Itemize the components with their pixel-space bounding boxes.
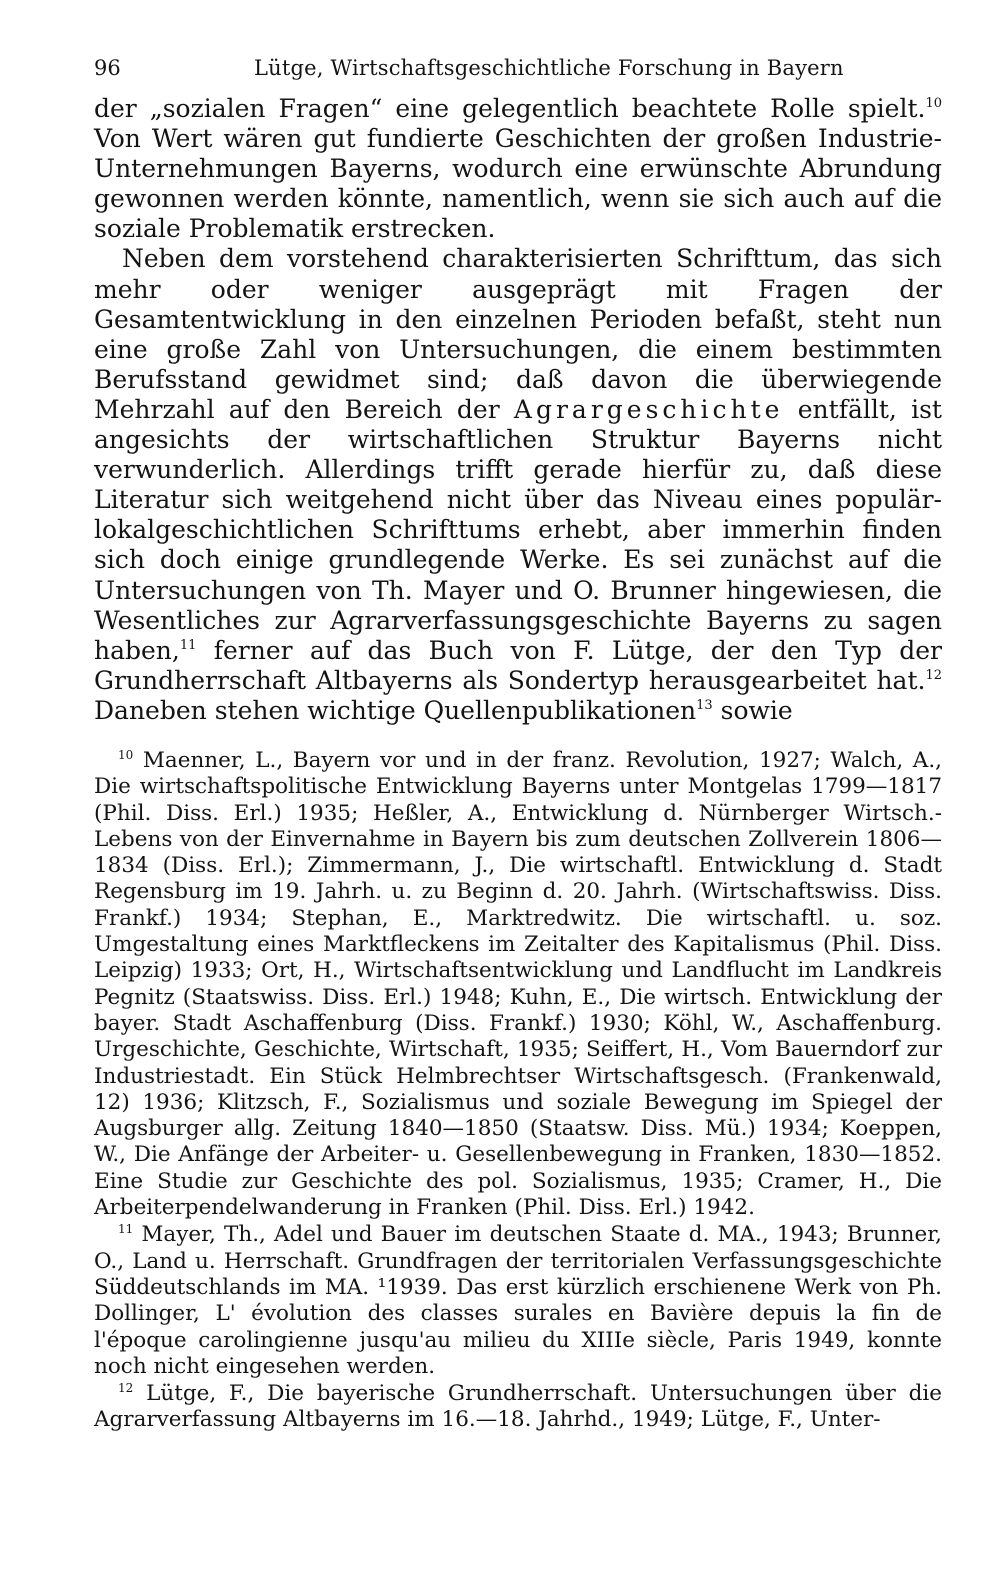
footnote-mark: 10	[118, 747, 134, 762]
paragraph	[94, 244, 942, 726]
text-run: sowie	[712, 695, 793, 725]
text-run: ferner auf das Buch von F. Lütge, der den Typ der Grundherrschaft Altbayerns als Sondertyp herausgearbeitet hat.	[94, 635, 942, 695]
text-run: Von Wert wären gut fundierte Geschichten der großen Industrie-Unternehmungen Bayerns, wodurch eine erwünschte Abrundung gewonnen werden könnte, namentlich, wenn sie sich auch auf die soziale Problematik erstrecken.	[94, 124, 942, 244]
emphasis-term: Agrargeschichte	[513, 394, 784, 424]
footnote-ref: 13	[696, 697, 713, 713]
text-run: Neben dem vorstehend charakterisierten Schrifttum, das sich mehr oder weniger ausgeprägt mit Fragen der Gesamtentwicklung in den einzelnen Perioden befaßt, steht nun eine große Zahl von Untersuchungen, die einem bestimmten Berufsstand gewidmet sind; daß davon die überwiegende Mehrzahl auf den Bereich der	[94, 244, 942, 424]
book-page	[94, 56, 942, 1434]
footnote-text: Maenner, L., Bayern vor und in der franz. Revolution, 1927; Walch, A., Die wirtschaftspolitische Entwicklung Bayerns unter Montgelas 1799—1817 (Phil. Diss. Erl.) 1935; Heßler, A., Entwicklung d. Nürnberger Wirtsch.-Lebens von der Einvernahme in Bayern bis zum deutschen Zollverein 1806—1834 (Diss. Erl.); Zimmermann, J., Die wirtschaftl. Entwicklung d. Stadt Regensburg im 19. Jahrh. u. zu Beginn d. 20. Jahrh. (Wirtschaftswiss. Diss. Frankf.) 1934; Stephan, E., Marktredwitz. Die wirtschaftl. u. soz. Umgestaltung eines Marktfleckens im Zeitalter des Kapitalismus (Phil. Diss. Leipzig) 1933; Ort, H., Wirtschaftsentwicklung und Landflucht im Landkreis Pegnitz (Staatswiss. Diss. Erl.) 1948; Kuhn, E., Die wirtsch. Entwicklung der bayer. Stadt Aschaffenburg (Diss. Frankf.) 1930; Köhl, W., Aschaffenburg. Urgeschichte, Geschichte, Wirtschaft, 1935; Seiffert, H., Vom Bauerndorf zur Industriestadt. Ein Stück Helmbrechtser Wirtschaftsgesch. (Frankenwald, 12) 1936; Klitzsch, F., Sozialismus und soziale Bewegung im Spiegel der Augsburger allg. Zeitung 1840—1850 (Staatsw. Diss. Mü.) 1934; Koeppen, W., Die Anfänge der Arbeiter- u. Gesellenbewegung in Franken, 1830—1852. Eine Studie zur Geschichte des pol. Sozialismus, 1935; Cramer, H., Die Arbeiterpendelwanderung in Franken (Phil. Diss. Erl.) 1942.	[94, 747, 942, 1221]
text-run: entfällt, ist angesichts der wirtschaftlichen Struktur Bayerns nicht verwunderlich. Allerdings trifft gerade hierfür zu, daß diese Literatur sich weitgehend nicht über das Niveau eines populär-lokalgeschichtlichen Schrifttums erhebt, aber immerhin finden sich doch einige grundlegende Werke. Es sei zunächst auf die Untersuchungen von Th. Mayer und O. Brunner hingewiesen, die Wesentliches zur Agrarverfassungsgeschichte Bayerns zu sagen haben,	[94, 394, 942, 665]
footnote-ref: 12	[925, 667, 942, 683]
footnote	[94, 748, 942, 1221]
footnote-ref: 11	[179, 637, 197, 653]
footnote-mark: 12	[118, 1381, 134, 1396]
paragraph	[94, 94, 942, 244]
footnote-ref: 10	[925, 96, 942, 111]
page-number: 96	[94, 56, 121, 80]
main-text	[94, 94, 942, 726]
footnotes	[94, 748, 942, 1434]
footnote	[94, 1381, 942, 1434]
footnote-mark: 11	[118, 1222, 134, 1237]
footnote-text: Mayer, Th., Adel und Bauer im deutschen Staate d. MA., 1943; Brunner, O., Land u. Herrschaft. Grundfragen der territorialen Verfassungsgeschichte Süddeutschlands im MA. ¹1939. Das erst kürzlich erschienene Werk von Ph. Dollinger, L' évolution des classes surales en Bavière depuis la fin de l'époque carolingienne jusqu'au milieu du XIIIe siècle, Paris 1949, konnte noch nicht eingesehen werden.	[94, 1222, 942, 1379]
footnote-text: Lütge, F., Die bayerische Grundherrschaft. Untersuchungen über die Agrarverfassung Altbayerns im 16.—18. Jahrhd., 1949; Lütge, F., Unter-	[94, 1381, 942, 1433]
page-header	[94, 56, 942, 94]
running-head: Lütge, Wirtschaftsgeschichtliche Forschung in Bayern	[254, 56, 844, 80]
footnote	[94, 1222, 942, 1380]
text-run: der „sozialen Fragen“ eine gelegentlich beachtete Rolle spielt.	[94, 94, 926, 123]
text-run: Daneben stehen wichtige Quellenpublikationen	[94, 695, 697, 725]
